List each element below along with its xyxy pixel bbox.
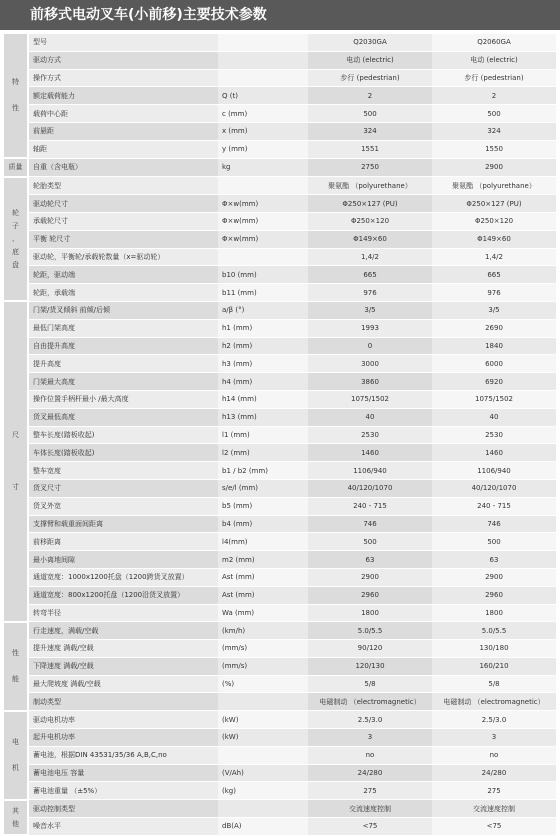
param-unit <box>218 69 308 87</box>
value-q2030ga: 240 - 715 <box>308 497 432 515</box>
value-q2060ga: 6920 <box>432 373 556 391</box>
value-q2030ga: 1106/940 <box>308 462 432 480</box>
value-q2030ga: <75 <box>308 818 432 836</box>
value-q2030ga: 2.5/3.0 <box>308 711 432 729</box>
param-name: 转弯半径 <box>28 604 218 622</box>
value-q2060ga: 1106/940 <box>432 462 556 480</box>
param-unit: l4(mm) <box>218 533 308 551</box>
param-name: 门架/货叉倾斜 前倾/后倾 <box>28 301 218 319</box>
param-unit: Φ×w(mm) <box>218 212 308 230</box>
param-name: 蓄电池电压 容量 <box>28 764 218 782</box>
param-name: 驱动轮尺寸 <box>28 195 218 213</box>
param-name: 前悬距 <box>28 122 218 140</box>
section-label: 轮 子 、 底 盘 <box>4 177 28 302</box>
value-q2060ga: 500 <box>432 105 556 123</box>
param-name: 驱动电机功率 <box>28 711 218 729</box>
param-name: 最低门架高度 <box>28 319 218 337</box>
param-unit <box>218 34 308 51</box>
table-row <box>4 497 556 515</box>
param-name: 行走速度，满载/空载 <box>28 622 218 640</box>
param-unit: y (mm) <box>218 140 308 158</box>
param-unit: s/e/l (mm) <box>218 479 308 497</box>
table-row <box>4 818 556 836</box>
value-q2060ga: Φ149×60 <box>432 230 556 248</box>
value-q2060ga: 2 <box>432 87 556 105</box>
value-q2060ga: Q2060GA <box>432 34 556 51</box>
value-q2060ga: 2900 <box>432 568 556 586</box>
value-q2060ga: 1460 <box>432 444 556 462</box>
section-label: 质量 <box>4 158 28 177</box>
table-row <box>4 533 556 551</box>
param-name: 驱动轮，平衡轮/承载轮数量（x=驱动轮） <box>28 248 218 266</box>
param-name: 制动类型 <box>28 693 218 711</box>
value-q2030ga: 24/280 <box>308 764 432 782</box>
table-row <box>4 319 556 337</box>
param-name: 蓄电池重量 （±5%） <box>28 782 218 800</box>
value-q2030ga: 步行 (pedestrian) <box>308 69 432 87</box>
param-unit <box>218 248 308 266</box>
value-q2060ga: 2690 <box>432 319 556 337</box>
table-row <box>4 622 556 640</box>
page-title: 前移式电动叉车(小前移)主要技术参数 <box>0 0 560 30</box>
table-row <box>4 140 556 158</box>
table-row <box>4 551 556 569</box>
value-q2060ga: 976 <box>432 284 556 302</box>
value-q2060ga: 步行 (pedestrian) <box>432 69 556 87</box>
value-q2030ga: 0 <box>308 337 432 355</box>
table-row <box>4 248 556 266</box>
param-unit: kg <box>218 158 308 177</box>
table-row <box>4 568 556 586</box>
param-unit: b5 (mm) <box>218 497 308 515</box>
value-q2030ga: 1075/1502 <box>308 390 432 408</box>
value-q2060ga: 240 - 715 <box>432 497 556 515</box>
section-label: 性 能 <box>4 622 28 711</box>
param-unit: (kW) <box>218 729 308 747</box>
param-name: 轴距 <box>28 140 218 158</box>
value-q2030ga: 746 <box>308 515 432 533</box>
table-row <box>4 212 556 230</box>
value-q2060ga: 2900 <box>432 158 556 177</box>
value-q2030ga: 2900 <box>308 568 432 586</box>
value-q2030ga: 1460 <box>308 444 432 462</box>
value-q2060ga: 24/280 <box>432 764 556 782</box>
value-q2060ga: 5/8 <box>432 675 556 693</box>
value-q2060ga: 6000 <box>432 355 556 373</box>
param-name: 整车长度(踏板收起) <box>28 426 218 444</box>
param-name: 支撑臂和载重面间距离 <box>28 515 218 533</box>
param-unit <box>218 693 308 711</box>
value-q2060ga: 交流速度控制 <box>432 800 556 818</box>
table-row <box>4 195 556 213</box>
value-q2060ga: 130/180 <box>432 640 556 658</box>
value-q2030ga: 2960 <box>308 586 432 604</box>
param-name: 通道宽度：1000x1200托盘（1200跨货叉放置） <box>28 568 218 586</box>
param-name: 货叉尺寸 <box>28 479 218 497</box>
param-name: 前移距离 <box>28 533 218 551</box>
value-q2030ga: 电动 (electric) <box>308 51 432 69</box>
param-unit: m2 (mm) <box>218 551 308 569</box>
table-row <box>4 177 556 195</box>
param-name: 承载轮尺寸 <box>28 212 218 230</box>
param-name: 驱动方式 <box>28 51 218 69</box>
param-name: 通道宽度：800x1200托盘（1200沿货叉放置） <box>28 586 218 604</box>
table-row <box>4 373 556 391</box>
value-q2060ga: Φ250×120 <box>432 212 556 230</box>
param-unit: b11 (mm) <box>218 284 308 302</box>
value-q2030ga: 665 <box>308 266 432 284</box>
value-q2030ga: 976 <box>308 284 432 302</box>
value-q2030ga: 324 <box>308 122 432 140</box>
value-q2030ga: Φ149×60 <box>308 230 432 248</box>
param-name: 门架最大高度 <box>28 373 218 391</box>
value-q2060ga: 324 <box>432 122 556 140</box>
param-name: 轮距，承载端 <box>28 284 218 302</box>
table-row <box>4 586 556 604</box>
param-name: 轮胎类型 <box>28 177 218 195</box>
param-name: 货叉最低高度 <box>28 408 218 426</box>
param-unit: h1 (mm) <box>218 319 308 337</box>
param-unit: Ast (mm) <box>218 586 308 604</box>
param-unit: h14 (mm) <box>218 390 308 408</box>
value-q2030ga: Q2030GA <box>308 34 432 51</box>
param-unit: Φ×w(mm) <box>218 230 308 248</box>
table-row <box>4 640 556 658</box>
value-q2060ga: 500 <box>432 533 556 551</box>
param-unit: h4 (mm) <box>218 373 308 391</box>
param-unit: a/β (°) <box>218 301 308 319</box>
table-row <box>4 693 556 711</box>
param-name: 型号 <box>28 34 218 51</box>
value-q2030ga: 1551 <box>308 140 432 158</box>
param-unit: b1 / b2 (mm) <box>218 462 308 480</box>
value-q2030ga: Φ250×120 <box>308 212 432 230</box>
section-label: 电 机 <box>4 711 28 800</box>
param-unit: (km/h) <box>218 622 308 640</box>
param-name: 车体长度(踏板收起) <box>28 444 218 462</box>
param-name: 最大爬坡度 满载/空载 <box>28 675 218 693</box>
param-name: 轮距，驱动端 <box>28 266 218 284</box>
value-q2060ga: 160/210 <box>432 657 556 675</box>
param-name: 自重（含电瓶） <box>28 158 218 177</box>
value-q2060ga: 1800 <box>432 604 556 622</box>
param-unit: b4 (mm) <box>218 515 308 533</box>
value-q2060ga: 电磁制动 （electromagnetic） <box>432 693 556 711</box>
param-unit: dB(A) <box>218 818 308 836</box>
value-q2060ga: 665 <box>432 266 556 284</box>
param-unit: (mm/s) <box>218 657 308 675</box>
param-unit: x (mm) <box>218 122 308 140</box>
table-row <box>4 301 556 319</box>
table-row <box>4 158 556 177</box>
section-label: 其 他 <box>4 800 28 836</box>
value-q2060ga: 聚氨酯 （polyurethane） <box>432 177 556 195</box>
table-row <box>4 105 556 123</box>
table-row <box>4 426 556 444</box>
param-unit <box>218 800 308 818</box>
param-name: 平衡 轮尺寸 <box>28 230 218 248</box>
table-row <box>4 34 556 51</box>
param-unit <box>218 51 308 69</box>
table-row <box>4 657 556 675</box>
value-q2030ga: 5.0/5.5 <box>308 622 432 640</box>
table-row <box>4 266 556 284</box>
param-unit <box>218 177 308 195</box>
table-row <box>4 444 556 462</box>
value-q2060ga: 63 <box>432 551 556 569</box>
param-unit: (kW) <box>218 711 308 729</box>
value-q2030ga: 90/120 <box>308 640 432 658</box>
value-q2030ga: 1,4/2 <box>308 248 432 266</box>
param-unit: Wa (mm) <box>218 604 308 622</box>
param-name: 载荷中心距 <box>28 105 218 123</box>
param-name: 自由提升高度 <box>28 337 218 355</box>
param-name: 提升高度 <box>28 355 218 373</box>
value-q2030ga: 40/120/1070 <box>308 479 432 497</box>
value-q2030ga: 3 <box>308 729 432 747</box>
value-q2060ga: 1840 <box>432 337 556 355</box>
value-q2060ga: 电动 (electric) <box>432 51 556 69</box>
param-unit: l1 (mm) <box>218 426 308 444</box>
param-unit: c (mm) <box>218 105 308 123</box>
param-unit: Q (t) <box>218 87 308 105</box>
table-row <box>4 746 556 764</box>
value-q2060ga: 5.0/5.5 <box>432 622 556 640</box>
param-unit: (V/Ah) <box>218 764 308 782</box>
table-row <box>4 711 556 729</box>
param-name: 蓄电池，根据DIN 43531/35/36 A,B,C,no <box>28 746 218 764</box>
section-label: 特 性 <box>4 34 28 158</box>
param-unit <box>218 746 308 764</box>
param-name: 驱动控制类型 <box>28 800 218 818</box>
table-row <box>4 800 556 818</box>
value-q2030ga: 500 <box>308 105 432 123</box>
table-row <box>4 69 556 87</box>
value-q2030ga: 120/130 <box>308 657 432 675</box>
value-q2060ga: 2530 <box>432 426 556 444</box>
param-unit: b10 (mm) <box>218 266 308 284</box>
table-row <box>4 51 556 69</box>
param-unit: Ast (mm) <box>218 568 308 586</box>
table-row <box>4 355 556 373</box>
param-name: 噪音水平 <box>28 818 218 836</box>
value-q2060ga: no <box>432 746 556 764</box>
value-q2060ga: 1550 <box>432 140 556 158</box>
value-q2060ga: 2.5/3.0 <box>432 711 556 729</box>
param-name: 下降速度 满载/空载 <box>28 657 218 675</box>
value-q2060ga: Φ250×127 (PU) <box>432 195 556 213</box>
value-q2030ga: 5/8 <box>308 675 432 693</box>
param-unit: (mm/s) <box>218 640 308 658</box>
value-q2030ga: 2750 <box>308 158 432 177</box>
value-q2030ga: 500 <box>308 533 432 551</box>
param-unit: (%) <box>218 675 308 693</box>
table-row <box>4 122 556 140</box>
section-label: 尺 寸 <box>4 301 28 621</box>
value-q2030ga: 40 <box>308 408 432 426</box>
param-name: 操作位置手柄杆最小 /最大高度 <box>28 390 218 408</box>
value-q2030ga: 聚氨酯 （polyurethane） <box>308 177 432 195</box>
param-name: 最小离地间隙 <box>28 551 218 569</box>
value-q2030ga: 交流速度控制 <box>308 800 432 818</box>
value-q2060ga: 275 <box>432 782 556 800</box>
table-row <box>4 764 556 782</box>
table-row <box>4 408 556 426</box>
value-q2060ga: 1,4/2 <box>432 248 556 266</box>
param-unit: h13 (mm) <box>218 408 308 426</box>
param-unit: l2 (mm) <box>218 444 308 462</box>
param-name: 整车宽度 <box>28 462 218 480</box>
param-name: 操作方式 <box>28 69 218 87</box>
param-unit: h2 (mm) <box>218 337 308 355</box>
value-q2060ga: 2960 <box>432 586 556 604</box>
value-q2060ga: 40 <box>432 408 556 426</box>
param-unit: Φ×w(mm) <box>218 195 308 213</box>
table-row <box>4 729 556 747</box>
table-row <box>4 479 556 497</box>
value-q2030ga: 2 <box>308 87 432 105</box>
param-name: 货叉外宽 <box>28 497 218 515</box>
value-q2030ga: 3860 <box>308 373 432 391</box>
table-row <box>4 87 556 105</box>
value-q2060ga: 3/5 <box>432 301 556 319</box>
value-q2030ga: no <box>308 746 432 764</box>
value-q2030ga: 3000 <box>308 355 432 373</box>
table-row <box>4 782 556 800</box>
value-q2030ga: Φ250×127 (PU) <box>308 195 432 213</box>
value-q2060ga: 3 <box>432 729 556 747</box>
value-q2030ga: 63 <box>308 551 432 569</box>
table-row <box>4 337 556 355</box>
table-row <box>4 515 556 533</box>
value-q2060ga: 40/120/1070 <box>432 479 556 497</box>
value-q2060ga: 746 <box>432 515 556 533</box>
param-name: 额定载荷能力 <box>28 87 218 105</box>
value-q2030ga: 275 <box>308 782 432 800</box>
table-row <box>4 284 556 302</box>
value-q2030ga: 1800 <box>308 604 432 622</box>
value-q2060ga: 1075/1502 <box>432 390 556 408</box>
value-q2030ga: 3/5 <box>308 301 432 319</box>
value-q2030ga: 2530 <box>308 426 432 444</box>
value-q2030ga: 1993 <box>308 319 432 337</box>
spec-table <box>4 34 556 836</box>
param-name: 起升电机功率 <box>28 729 218 747</box>
param-unit: (kg) <box>218 782 308 800</box>
table-row <box>4 604 556 622</box>
table-row <box>4 390 556 408</box>
value-q2030ga: 电磁制动 （electromagnetic） <box>308 693 432 711</box>
table-row <box>4 462 556 480</box>
table-row <box>4 675 556 693</box>
param-name: 提升速度 满载/空载 <box>28 640 218 658</box>
param-unit: h3 (mm) <box>218 355 308 373</box>
table-row <box>4 230 556 248</box>
value-q2060ga: <75 <box>432 818 556 836</box>
